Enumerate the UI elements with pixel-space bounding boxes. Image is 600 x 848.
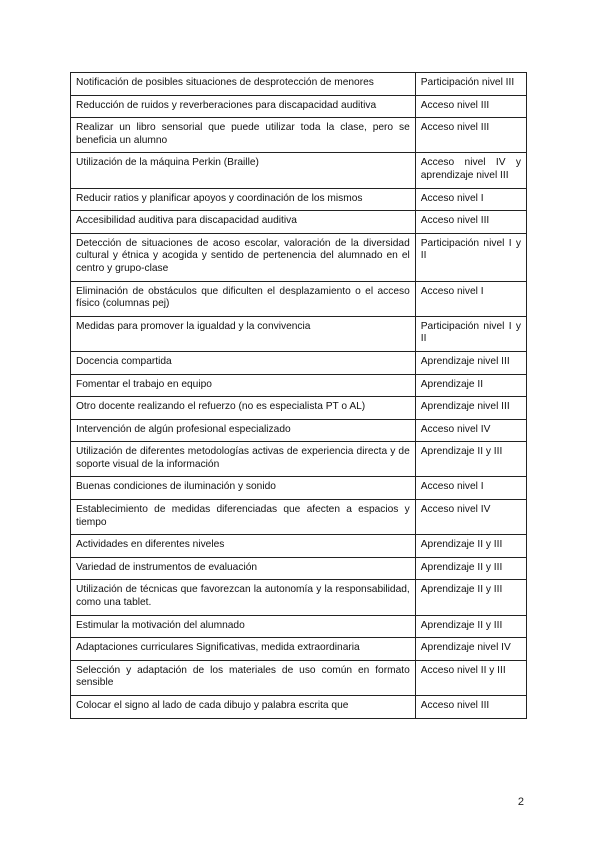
measure-cell: Colocar el signo al lado de cada dibujo y palabra escrita que: [71, 696, 416, 719]
measure-cell: Medidas para promover la igualdad y la convivencia: [71, 316, 416, 351]
measure-cell: Reducción de ruidos y reverberaciones para discapacidad auditiva: [71, 95, 416, 118]
level-cell: Aprendizaje II y III: [415, 615, 526, 638]
table-row: [71, 281, 527, 316]
measure-cell: Otro docente realizando el refuerzo (no es especialista PT o AL): [71, 397, 416, 420]
level-cell: Aprendizaje nivel IV: [415, 638, 526, 661]
measure-cell: Utilización de diferentes metodologías activas de experiencia directa y de soporte visual de la información: [71, 442, 416, 477]
level-cell: Acceso nivel I: [415, 477, 526, 500]
measures-table-body: [71, 73, 527, 719]
measure-cell: Fomentar el trabajo en equipo: [71, 374, 416, 397]
table-row: [71, 419, 527, 442]
page-number: 2: [517, 796, 524, 808]
level-cell: Acceso nivel III: [415, 118, 526, 153]
measure-cell: Variedad de instrumentos de evaluación: [71, 557, 416, 580]
table-row: [71, 696, 527, 719]
table-row: [71, 316, 527, 351]
table-row: [71, 477, 527, 500]
level-cell: Acceso nivel I: [415, 188, 526, 211]
table-row: [71, 233, 527, 281]
measure-cell: Buenas condiciones de iluminación y sonido: [71, 477, 416, 500]
level-cell: Aprendizaje II y III: [415, 557, 526, 580]
table-row: [71, 580, 527, 615]
measure-cell: Detección de situaciones de acoso escolar, valoración de la diversidad cultural y étnica y acogida y sentido de pertenencia del alumnado en el centro y grupo-clase: [71, 233, 416, 281]
table-row: [71, 188, 527, 211]
level-cell: Acceso nivel II y III: [415, 660, 526, 695]
level-cell: Participación nivel III: [415, 73, 526, 96]
measure-cell: Utilización de técnicas que favorezcan la autonomía y la responsabilidad, como una tablet.: [71, 580, 416, 615]
level-cell: Aprendizaje II y III: [415, 442, 526, 477]
measure-cell: Adaptaciones curriculares Significativas, medida extraordinaria: [71, 638, 416, 661]
table-row: [71, 615, 527, 638]
table-row: [71, 397, 527, 420]
table-row: [71, 638, 527, 661]
measure-cell: Selección y adaptación de los materiales de uso común en formato sensible: [71, 660, 416, 695]
table-row: [71, 95, 527, 118]
measure-cell: Intervención de algún profesional especializado: [71, 419, 416, 442]
table-row: [71, 660, 527, 695]
measure-cell: Utilización de la máquina Perkin (Braille): [71, 153, 416, 188]
measure-cell: Docencia compartida: [71, 351, 416, 374]
level-cell: Aprendizaje nivel III: [415, 397, 526, 420]
table-row: [71, 118, 527, 153]
measure-cell: Estimular la motivación del alumnado: [71, 615, 416, 638]
level-cell: Acceso nivel IV: [415, 419, 526, 442]
table-row: [71, 500, 527, 535]
table-row: [71, 535, 527, 558]
measures-table: [70, 72, 527, 719]
table-row: [71, 374, 527, 397]
measure-cell: Establecimiento de medidas diferenciadas que afecten a espacios y tiempo: [71, 500, 416, 535]
table-row: [71, 211, 527, 234]
measure-cell: Accesibilidad auditiva para discapacidad auditiva: [71, 211, 416, 234]
measure-cell: Actividades en diferentes niveles: [71, 535, 416, 558]
level-cell: Acceso nivel IV y aprendizaje nivel III: [415, 153, 526, 188]
table-row: [71, 557, 527, 580]
measure-cell: Reducir ratios y planificar apoyos y coordinación de los mismos: [71, 188, 416, 211]
level-cell: Aprendizaje II y III: [415, 580, 526, 615]
level-cell: Participación nivel I y II: [415, 316, 526, 351]
level-cell: Participación nivel I y II: [415, 233, 526, 281]
level-cell: Acceso nivel IV: [415, 500, 526, 535]
level-cell: Aprendizaje II y III: [415, 535, 526, 558]
level-cell: Aprendizaje II: [415, 374, 526, 397]
table-row: [71, 73, 527, 96]
level-cell: Acceso nivel I: [415, 281, 526, 316]
table-row: [71, 442, 527, 477]
level-cell: Acceso nivel III: [415, 696, 526, 719]
level-cell: Aprendizaje nivel III: [415, 351, 526, 374]
level-cell: Acceso nivel III: [415, 95, 526, 118]
measure-cell: Realizar un libro sensorial que puede utilizar toda la clase, pero se beneficia un alumno: [71, 118, 416, 153]
table-row: [71, 153, 527, 188]
table-row: [71, 351, 527, 374]
measure-cell: Notificación de posibles situaciones de desprotección de menores: [71, 73, 416, 96]
level-cell: Acceso nivel III: [415, 211, 526, 234]
measure-cell: Eliminación de obstáculos que dificulten el desplazamiento o el acceso físico (columnas pej): [71, 281, 416, 316]
